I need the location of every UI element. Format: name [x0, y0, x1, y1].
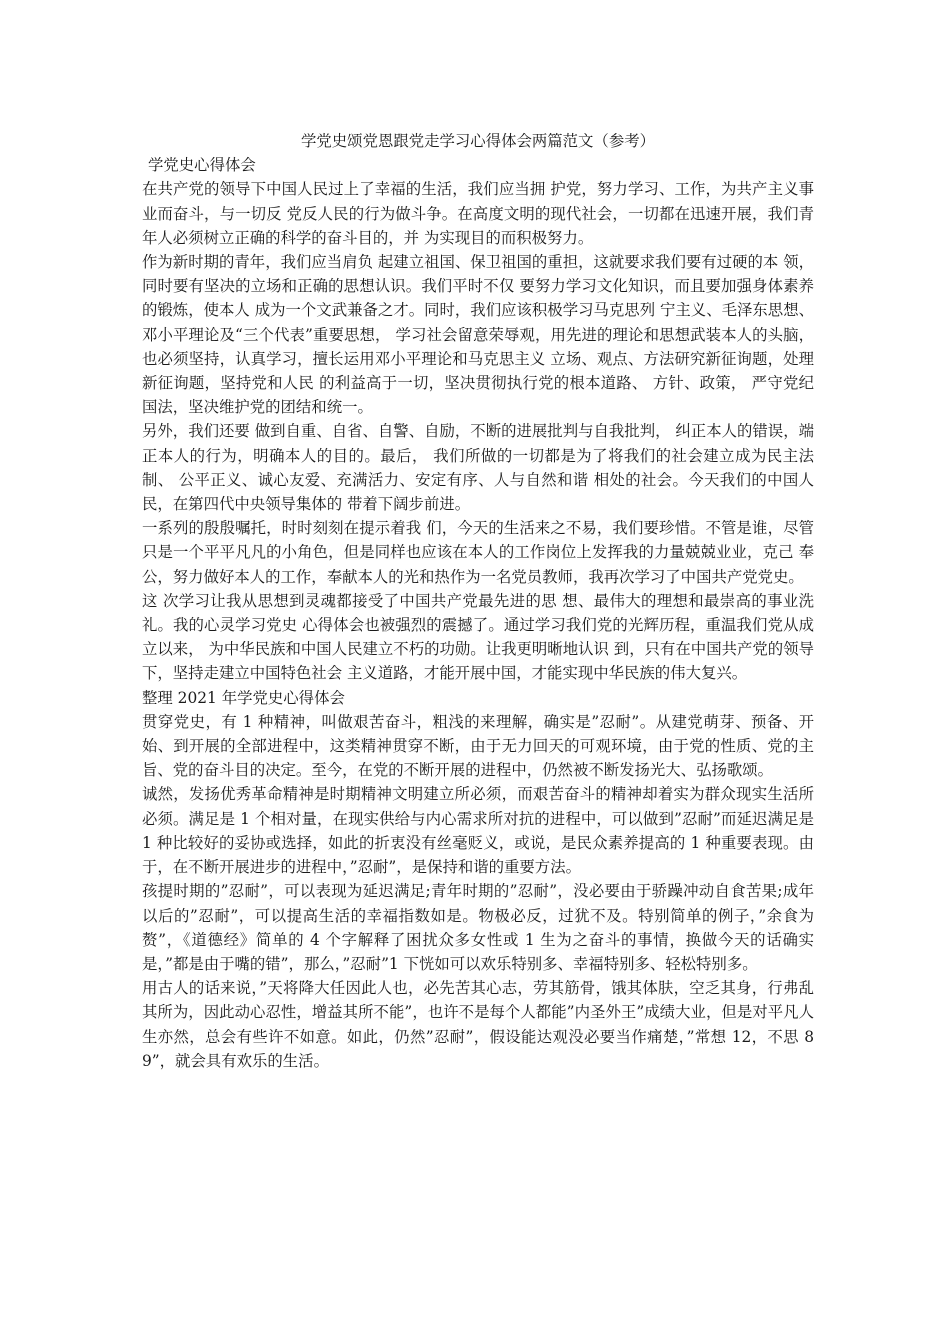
paragraph: 另外，我们还要 做到自重、自省、自警、自励，不断的进展批判与自我批判， 纠正本人的错误，端正本人的行为，明确本人的目的。最后， 我们所做的一切都是为了将我们的社会建立成为民主法制、 公平正义、诚心友爱、充满活力、安定有序、人与自然和谐 相处的社会。今天我们的中国人民，在第四代中央领导集体的 带着下阔步前进。 — [142, 422, 814, 514]
paragraph: 孩提时期的”忍耐”，可以表现为延迟满足;青年时期的”忍耐”，没必要由于骄躁冲动自食苦果;成年以后的”忍耐”，可以提高生活的幸福指数如是。物极必反，过犹不及。特别简单的例子，”余食为赘”，《道德经》简单的 4 个字解释了困扰众多女性或 1 生为之奋斗的事情，换做今天的话确实是，”都是由于嘴的错”，那么，”忍耐”1 下恍如可以欢乐特别多、幸福特别多、轻松特别多。 — [142, 882, 814, 973]
section-heading: 学党史心得体会 — [148, 156, 256, 175]
paragraph: 这 次学习让我从思想到灵魂都接受了中国共产党最先进的思 想、最伟大的理想和最崇高的事业洗礼。我的心灵学习党史 心得体会也被强烈的震撼了。通过学习我们党的光辉历程，重温我们党从成立以来， 为中华民族和中国人民建立不朽的功勋。让我更明晰地认识 到，只有在中国共产党的领导下，坚持走建立中国特色社会 主义道路，才能开展中国，才能实现中华民族的伟大复兴。 — [142, 591, 814, 683]
section-heading: 整理 2021 年学党史心得体会 — [142, 688, 345, 707]
paragraph: 用古人的话来说，”天将降大任因此人也，必先苦其心志，劳其筋骨，饿其体肤，空乏其身，行弗乱其所为，因此动心忍性，增益其所不能”，也许不是每个人都能”内圣外王”成绩大业，但是对平凡人生亦然，总会有些许不如意。如此，仍然”忍耐”，假设能达观没必要当作痛楚，”常想 12，不思 89”，就会具有欢乐的生活。 — [142, 979, 814, 1070]
document-title: 学党史颂党恩跟党走学习心得体会两篇范文（参考） — [301, 132, 655, 150]
paragraph: 一系列的殷殷嘱托，时时刻刻在提示着我 们，今天的生活来之不易，我们要珍惜。不管是谁，尽管只是一个平平凡凡的小角色，但是同样也应该在本人的工作岗位上发挥我的力量兢兢业业，克己 奉公，努力做好本人的工作，奉献本人的光和热作为一名党员教师，我再次学习了中国共产党党史。 — [142, 519, 814, 586]
paragraph: 在共产党的领导下中国人民过上了幸福的生活，我们应当拥 护党，努力学习、工作，为共产主义事业而奋斗，与一切反 党反人民的行为做斗争。在高度文明的现代社会，一切都在迅速开展，我们青年人必须树立正确的科学的奋斗目的，并 为实现目的而积极努力。 — [142, 180, 814, 247]
paragraph: 诚然，发扬优秀革命精神是时期精神文明建立所必须，而艰苦奋斗的精神却着实为群众现实生活所必须。满足是 1 个相对量，在现实供给与内心需求所对抗的进程中，可以做到”忍耐”而延迟满足是 1 种比较好的妥协或选择，如此的折衷没有丝毫贬义，或说，是民众素养提高的 1 种重要表现。由于，在不断开展进步的进程中，”忍耐”，是保持和谐的重要方法。 — [142, 785, 814, 877]
paragraph: 作为新时期的青年，我们应当肩负 起建立祖国、保卫祖国的重担，这就要求我们要有过硬的本 领，同时要有坚决的立场和正确的思想认识。我们平时不仅 要努力学习文化知识，而且要加强身体素养的锻炼，使本人 成为一个文武兼备之才。同时，我们应该积极学习马克思列 宁主义、毛泽东思想、邓小平理论及“三个代表”重要思想， 学习社会留意荣辱观，用先进的理论和思想武装本人的头脑， 也必须坚持，认真学习，擅长运用邓小平理论和马克思主义 立场、观点、方法研究新征询题，处理新征询题，坚持党和人民 的利益高于一切，坚决贯彻执行党的根本道路、 方针、政策， 严守党纪国法，坚决维护党的团结和统一。 — [142, 253, 814, 417]
document-body — [142, 129, 814, 1073]
paragraph: 贯穿党史，有 1 种精神，叫做艰苦奋斗，粗浅的来理解，确实是”忍耐”。从建党萌芽、预备、开始、到开展的全部进程中，这类精神贯穿不断，由于无力回天的可观环境，由于党的性质、党的主旨、党的奋斗目的决定。至今，在党的不断开展的进程中，仍然被不断发扬光大、弘扬歌颂。 — [142, 712, 814, 780]
